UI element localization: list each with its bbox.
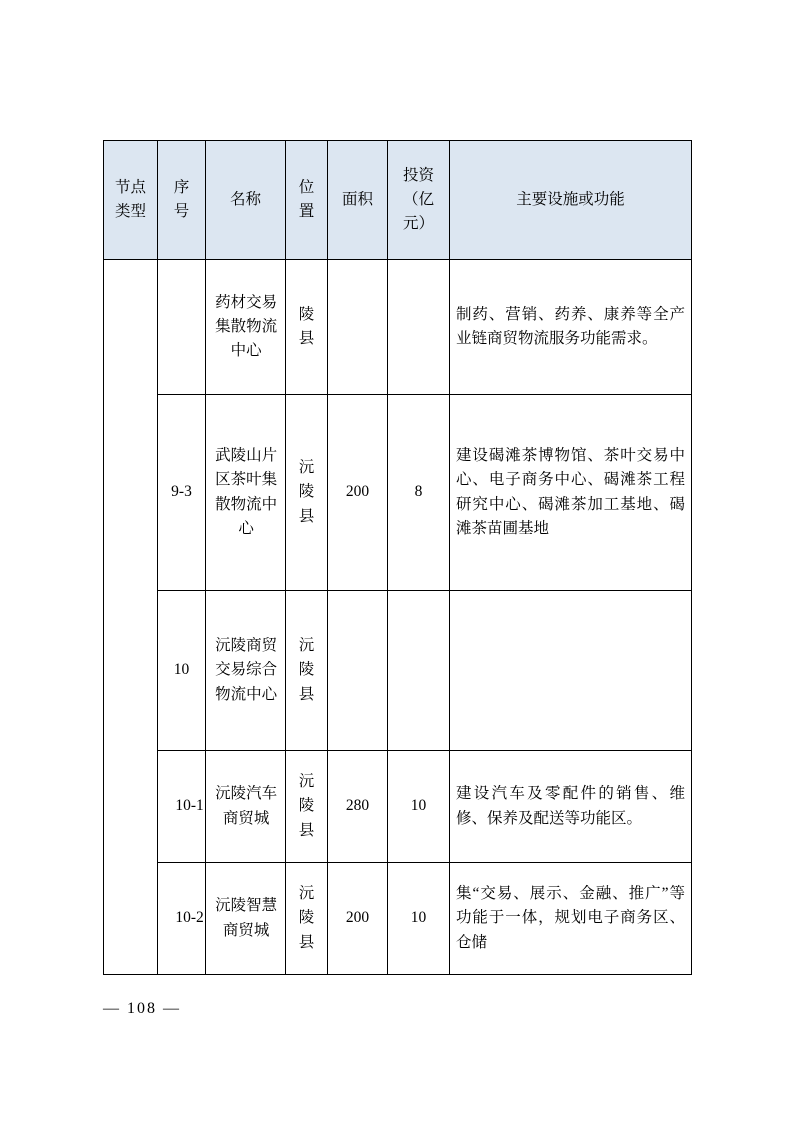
projects-table [103, 140, 692, 975]
cell-investment [388, 260, 450, 395]
cell-name: 药材交易集散物流中心 [206, 260, 286, 395]
table-row [104, 751, 692, 863]
column-header-area: 面积 [328, 141, 388, 260]
cell-facilities: 建设汽车及零配件的销售、维修、保养及配送等功能区。 [450, 751, 692, 863]
cell-investment: 10 [388, 751, 450, 863]
column-header-serial-no: 序号 [158, 141, 206, 260]
cell-serial-no: 10 [158, 591, 206, 751]
cell-location: 沅陵县 [286, 863, 328, 975]
cell-location: 沅陵县 [286, 751, 328, 863]
cell-investment: 8 [388, 395, 450, 591]
column-header-name: 名称 [206, 141, 286, 260]
column-header-location: 位置 [286, 141, 328, 260]
table-header [104, 141, 692, 260]
cell-facilities: 制药、营销、药养、康养等全产业链商贸物流服务功能需求。 [450, 260, 692, 395]
column-header-investment: 投资（亿元） [388, 141, 450, 260]
cell-facilities: 建设碣滩茶博物馆、茶叶交易中心、电子商务中心、碣滩茶工程研究中心、碣滩茶加工基地、碣滩茶苗圃基地 [450, 395, 692, 591]
cell-investment [388, 591, 450, 751]
cell-area [328, 591, 388, 751]
cell-investment: 10 [388, 863, 450, 975]
cell-facilities: 集“交易、展示、金融、推广”等功能于一体，规划电子商务区、仓储 [450, 863, 692, 975]
table-row [104, 863, 692, 975]
cell-facilities [450, 591, 692, 751]
cell-name: 武陵山片区茶叶集散物流中心 [206, 395, 286, 591]
cell-serial-no: 10-1 [158, 751, 206, 863]
page-number: — 108 — [103, 1000, 181, 1017]
table-row [104, 395, 692, 591]
cell-serial-no: 10-2 [158, 863, 206, 975]
cell-area: 200 [328, 395, 388, 591]
cell-location: 沅陵县 [286, 395, 328, 591]
table-row [104, 260, 692, 395]
cell-node-type [104, 260, 158, 975]
column-header-node-type: 节点类型 [104, 141, 158, 260]
cell-name: 沅陵汽车商贸城 [206, 751, 286, 863]
cell-area [328, 260, 388, 395]
cell-name: 沅陵商贸交易综合物流中心 [206, 591, 286, 751]
data-table-container [103, 140, 691, 975]
column-header-facilities: 主要设施或功能 [450, 141, 692, 260]
table-row [104, 591, 692, 751]
cell-location: 陵县 [286, 260, 328, 395]
cell-serial-no [158, 260, 206, 395]
cell-area: 200 [328, 863, 388, 975]
cell-location: 沅陵县 [286, 591, 328, 751]
table-body [104, 260, 692, 975]
cell-name: 沅陵智慧商贸城 [206, 863, 286, 975]
cell-area: 280 [328, 751, 388, 863]
cell-serial-no: 9-3 [158, 395, 206, 591]
table-header-row [104, 141, 692, 260]
